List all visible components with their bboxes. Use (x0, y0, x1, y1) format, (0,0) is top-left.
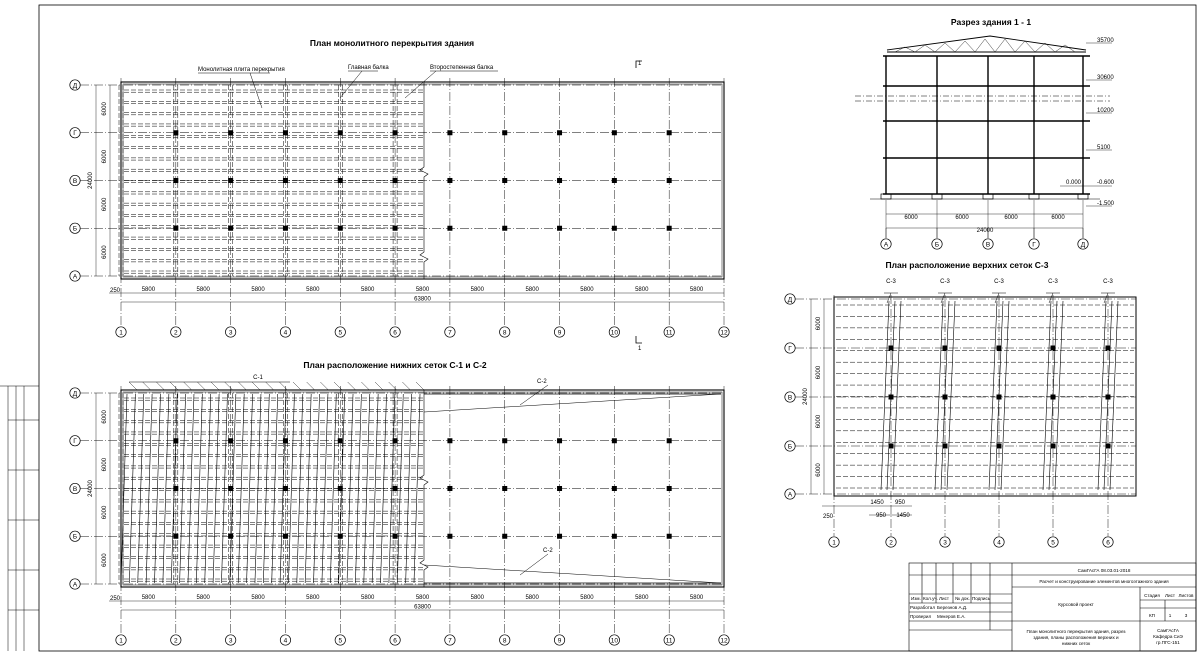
mesh-c3-bar (989, 301, 997, 490)
column-section (228, 438, 233, 443)
mesh-offset-4: 1450 (896, 513, 910, 519)
tb-org-2: Кафедра СиЭ (1153, 634, 1183, 639)
column-section (447, 486, 452, 491)
column-section (612, 130, 617, 135)
col-axis-9-label: 9 (557, 329, 562, 337)
mesh-c2-label-bottom: С-2 (543, 548, 553, 554)
mesh-c1-leader (197, 382, 205, 390)
callout-leaders (198, 71, 498, 108)
col-axis-3-label: 3 (228, 637, 233, 645)
column-section (667, 130, 672, 135)
col-axis-1-label: 1 (119, 637, 123, 645)
column-section (393, 130, 398, 135)
mesh-c2-diagonal (424, 394, 721, 412)
col-axis-7-label: 7 (448, 637, 452, 645)
mesh-c1-leader (238, 382, 246, 390)
column-section (338, 438, 343, 443)
column-section (228, 178, 233, 183)
plan-bottom-drawing (70, 375, 729, 645)
col-axis-8-label: 8 (502, 329, 507, 337)
bay-dim: 5800 (470, 595, 484, 601)
tb-header-sign: Подпись (972, 596, 991, 601)
row-axis-Б-label: Б (72, 533, 78, 541)
tb-lists-h: Листов (1178, 593, 1194, 598)
row-dim: 6000 (102, 245, 108, 259)
col-axis-5-label: 5 (338, 329, 343, 337)
mesh-column-section (943, 444, 948, 449)
top-mesh-drawing (785, 279, 1136, 547)
callout-main-beam: Главная балка (348, 65, 389, 71)
bay-dim: 5800 (525, 595, 539, 601)
section-axis-Б-label: Б (934, 241, 940, 249)
row-axis-Д-label: Д (72, 390, 78, 398)
column-section (557, 486, 562, 491)
bay-dim: 5800 (470, 287, 484, 293)
mesh-offset-2: 950 (894, 500, 906, 506)
column-section (667, 534, 672, 539)
tb-name-1: Березнов А.Д. (937, 605, 968, 610)
tb-header-list: Лист (939, 596, 949, 601)
row-dim: 6000 (102, 553, 108, 567)
mesh-col-axis-5-label: 5 (1051, 539, 1055, 547)
bay-dim: 5800 (415, 287, 430, 293)
tb-role-2: Проверил (910, 614, 932, 619)
row-dim: 6000 (102, 149, 108, 164)
column-section (228, 130, 233, 135)
mesh-edge-dim: 250 (822, 514, 834, 520)
column-section (502, 130, 507, 135)
column-section (393, 226, 398, 231)
column-section (283, 438, 288, 443)
mesh-c1-leader (129, 382, 137, 390)
col-axis-12-label: 12 (720, 329, 728, 337)
column-section (557, 438, 562, 443)
mesh-c1-leader (279, 382, 287, 390)
col-axis-8-label: 8 (502, 637, 507, 645)
mesh-col-axis-3-label: 3 (943, 539, 947, 547)
tb-list-v: 1 (1168, 613, 1172, 618)
plan-top-title: План монолитного перекрытия здания (309, 38, 475, 48)
mesh-c1-leader (252, 382, 260, 390)
col-axis-1-label: 1 (119, 329, 123, 337)
column-section (667, 226, 672, 231)
row-total-dim: 24000 (88, 480, 94, 497)
column-section (173, 130, 178, 135)
column-section (502, 438, 507, 443)
col-axis-10-label: 10 (610, 329, 618, 337)
mesh-row-axis-Б-label: Б (787, 443, 793, 451)
section-drawing (855, 36, 1112, 238)
mesh-c1-leader (416, 382, 424, 390)
mesh-row-axis-В-label: В (787, 394, 793, 402)
bay-dim: 5800 (635, 595, 649, 601)
tb-role-1: Разработал (910, 605, 936, 610)
column-section (557, 226, 562, 231)
section-axis-Д-label: Д (1080, 241, 1086, 249)
column-section (612, 226, 617, 231)
bay-dim: 5800 (635, 287, 649, 293)
column-section (502, 486, 507, 491)
bay-dim: 5800 (196, 595, 210, 601)
cut-marks (636, 61, 642, 343)
column-section (447, 130, 452, 135)
section-axis-А-label: А (883, 241, 889, 249)
column-section (502, 534, 507, 539)
mesh-column-section (1106, 444, 1111, 449)
column-section (557, 178, 562, 183)
column-section (502, 178, 507, 183)
bay-dim: 5800 (251, 595, 265, 601)
row-axis-Д-label: Д (72, 82, 78, 90)
column-section (612, 534, 617, 539)
row-dim: 6000 (102, 457, 108, 472)
tb-sheet-title-1: План монолитного перекрытия здания, разрез (1026, 629, 1126, 634)
tb-sheet-title-3: нижних сеток (1061, 641, 1091, 646)
section-level-1: 35700 (1097, 38, 1114, 44)
section-level-6: -0.600 (1097, 180, 1115, 186)
mesh-c3-bar (881, 301, 889, 490)
section-level-7: -1.500 (1097, 201, 1115, 207)
mesh-c3-label: С-3 (940, 279, 950, 285)
bay-dim: 5800 (361, 595, 375, 601)
mesh-c3-bar (1098, 301, 1106, 490)
edge-dim: 250 (109, 596, 121, 602)
mesh-c2-diagonal (424, 565, 721, 583)
column-section (173, 178, 178, 183)
mesh-col-axis-1-label: 1 (832, 539, 836, 547)
row-axis-А-label: А (72, 581, 78, 589)
section-bay-dim-4: 6000 (1051, 215, 1065, 221)
section-title: Разрез здания 1 - 1 (950, 17, 1032, 27)
bay-dim: 5800 (415, 595, 430, 601)
column-section (283, 486, 288, 491)
column-section (338, 178, 343, 183)
plan-bottom-title: План расположение нижних сеток С-1 и С-2 (303, 360, 487, 370)
tb-header-izm: Изм. (911, 596, 921, 601)
row-axis-Г-label: Г (73, 130, 77, 138)
column-section (447, 226, 452, 231)
column-section (667, 486, 672, 491)
bay-dim: 5800 (251, 287, 265, 293)
mesh-c2-label-top: С-2 (537, 379, 547, 385)
mesh-c1-leader (361, 382, 369, 390)
column-section (283, 226, 288, 231)
section-axis-Г-label: Г (1032, 241, 1036, 249)
top-mesh-title: План расположение верхних сеток С-3 (885, 260, 1049, 270)
section-level-4: 5100 (1097, 145, 1111, 151)
mesh-column-section (1051, 444, 1056, 449)
mesh-c1-leader (293, 382, 301, 390)
mesh-total-dim: 24000 (803, 388, 809, 405)
mesh-row-dim: 6000 (816, 365, 822, 380)
mesh-c1-leader (375, 382, 383, 390)
column-section (173, 534, 178, 539)
cut-mark-top: 1 (638, 61, 642, 67)
column-section (338, 226, 343, 231)
mesh-c1-leader (320, 382, 328, 390)
binding-strip (0, 386, 39, 651)
col-axis-4-label: 4 (283, 637, 288, 645)
column-section (667, 178, 672, 183)
column-section (393, 178, 398, 183)
column-section (283, 130, 288, 135)
total-dim: 63800 (414, 604, 431, 611)
tb-lists-v: 3 (1184, 613, 1188, 618)
mesh-column-section (889, 444, 894, 449)
mesh-c3-label: С-3 (994, 279, 1004, 285)
column-section (557, 534, 562, 539)
row-dim: 6000 (102, 410, 108, 424)
mesh-c1-leader (156, 382, 164, 390)
column-section (447, 534, 452, 539)
col-axis-6-label: 6 (393, 637, 397, 645)
mesh-c3-label: С-3 (1048, 279, 1058, 285)
bay-dim: 5800 (141, 287, 156, 293)
column-section (447, 178, 452, 183)
row-total-dim: 24000 (88, 172, 94, 189)
mesh-c1-leader (143, 382, 151, 390)
column-section (393, 534, 398, 539)
section-bay-dim-1: 6000 (904, 215, 918, 221)
mesh-c1-leader (389, 382, 397, 390)
row-axis-В-label: В (72, 485, 78, 493)
row-axis-Б-label: Б (72, 225, 78, 233)
tb-name-2: Мекеров Е.А. (937, 614, 966, 619)
bay-dim: 5800 (196, 287, 210, 293)
column-section (667, 438, 672, 443)
col-axis-11-label: 11 (665, 329, 673, 337)
tb-header-doc: № док. (955, 596, 970, 601)
tb-list-h: Лист (1165, 593, 1175, 598)
mesh-c1-leader (225, 382, 233, 390)
mesh-c3-bar (1055, 301, 1063, 490)
mesh-column-section (997, 444, 1002, 449)
row-axis-Г-label: Г (73, 438, 77, 446)
row-dim: 6000 (102, 102, 108, 116)
total-dim: 63800 (414, 296, 431, 303)
column-section (228, 226, 233, 231)
mesh-offset-3: 950 (875, 513, 887, 519)
col-axis-5-label: 5 (338, 637, 343, 645)
row-axis-А-label: А (72, 273, 78, 281)
bay-dim: 5800 (306, 595, 320, 601)
tb-stage-v: КП (1149, 613, 1155, 618)
mesh-c1-leader (170, 382, 178, 390)
callout-slab: Монолитная плита перекрытия (198, 67, 285, 73)
column-section (283, 534, 288, 539)
mesh-col-axis-4-label: 4 (997, 539, 1001, 547)
column-section (228, 534, 233, 539)
mesh-c3-label: С-3 (1103, 279, 1113, 285)
mesh-row-axis-А-label: А (787, 491, 793, 499)
mesh-c1-leader (402, 382, 410, 390)
mesh-c3-bar (1001, 301, 1009, 490)
section-bay-dim-2: 6000 (955, 215, 969, 221)
row-dim: 6000 (102, 505, 108, 520)
tb-sheet-title-2: здания, планы расположения верхних и (1033, 635, 1119, 640)
section-level-3: 10200 (1097, 108, 1114, 114)
column-section (447, 438, 452, 443)
section-total-dim: 24000 (976, 228, 994, 234)
mesh-col-axis-6-label: 6 (1106, 539, 1110, 547)
bay-dim: 5800 (525, 287, 539, 293)
col-axis-2-label: 2 (174, 329, 178, 337)
mesh-c1-leader (348, 382, 356, 390)
column-section (502, 226, 507, 231)
mesh-row-axis-Г-label: Г (788, 345, 792, 353)
bay-dim: 5800 (689, 287, 704, 293)
column-section (338, 486, 343, 491)
mesh-c3-bar (935, 301, 943, 490)
bay-dim: 5800 (306, 287, 320, 293)
column-section (393, 486, 398, 491)
tb-org-3: гр.ПГС-151 (1156, 640, 1180, 645)
section-bay-dim-3: 6000 (1004, 215, 1018, 221)
col-axis-3-label: 3 (228, 329, 233, 337)
bay-dim: 5800 (580, 287, 594, 293)
col-axis-10-label: 10 (610, 637, 618, 645)
mesh-c1-leader (334, 382, 342, 390)
tb-project-title: Расчет и конструирование элементов многоэтажного здания (1039, 579, 1169, 584)
column-section (612, 178, 617, 183)
column-section (283, 178, 288, 183)
mesh-c3-bar (893, 301, 901, 490)
mesh-row-axis-Д-label: Д (787, 296, 793, 304)
column-section (338, 130, 343, 135)
mesh-c1-leader (307, 382, 315, 390)
cut-mark-bottom: 1 (638, 346, 642, 352)
mesh-c3-bar (1110, 301, 1118, 490)
section-axis-В-label: В (985, 241, 991, 249)
row-dim: 6000 (102, 197, 108, 212)
column-section (557, 130, 562, 135)
tb-work-type: Курсовой проект (1058, 602, 1094, 607)
section-level-2: 30600 (1097, 75, 1114, 81)
col-axis-2-label: 2 (174, 637, 178, 645)
mesh-c3-bar (1043, 301, 1051, 490)
tb-stage-h: Стадия (1144, 593, 1160, 598)
col-axis-11-label: 11 (665, 637, 673, 645)
row-axis-В-label: В (72, 177, 78, 185)
edge-dim: 250 (109, 288, 121, 294)
col-axis-6-label: 6 (393, 329, 397, 337)
mesh-c1-leader (184, 382, 192, 390)
col-axis-7-label: 7 (448, 329, 452, 337)
section-level-5: 0.000 (1066, 180, 1082, 186)
col-axis-4-label: 4 (283, 329, 288, 337)
mesh-c3-bar (947, 301, 955, 490)
mesh-row-dim: 6000 (816, 414, 822, 429)
mesh-c1-leader (266, 382, 274, 390)
col-axis-9-label: 9 (557, 637, 562, 645)
bay-dim: 5800 (141, 595, 156, 601)
tb-header-kol: Кол.уч. (923, 596, 939, 601)
tb-doc-code: СамГАсГА 08.03.01-2018 (1077, 568, 1131, 573)
bay-dim: 5800 (580, 595, 594, 601)
column-section (612, 438, 617, 443)
mesh-c1-label: С-1 (253, 375, 263, 381)
mesh-col-axis-2-label: 2 (889, 539, 893, 547)
mesh-offset-1: 1450 (870, 500, 884, 506)
mesh-row-dim: 6000 (816, 463, 822, 477)
mesh-row-dim: 6000 (816, 316, 822, 331)
plan-top-drawing (70, 78, 729, 337)
mesh-c2-leader (520, 385, 548, 405)
mesh-c3-label: С-3 (886, 279, 896, 285)
column-section (173, 226, 178, 231)
col-axis-12-label: 12 (720, 637, 728, 645)
bay-dim: 5800 (361, 287, 375, 293)
column-section (228, 486, 233, 491)
bay-dim: 5800 (689, 595, 704, 601)
column-section (612, 486, 617, 491)
callout-secondary-beam: Второстепенная балка (430, 65, 494, 71)
tb-org-1: СамГАсГА (1157, 628, 1179, 633)
mesh-c1-leader (211, 382, 219, 390)
